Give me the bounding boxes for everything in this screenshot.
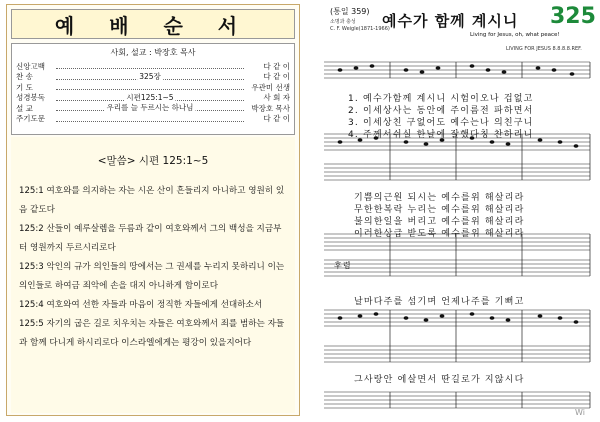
- order-row: [16, 72, 290, 83]
- hymn-header: [310, 4, 596, 56]
- verse: 125:2 산들이 예루살렘을 두름과 같이 여호와께서 그의 백성을 지금부터 영원까지 두르시리로다: [19, 224, 282, 253]
- order-row-middle: 325장: [139, 71, 161, 81]
- hymn-tune: LIVING FOR JESUS 8.8.8.8.REF.: [506, 46, 582, 52]
- order-row-value: 사 회 자: [263, 93, 290, 103]
- order-row-label: 성경봉독: [16, 93, 45, 103]
- dotted-leader: [56, 92, 244, 102]
- hymn-old-number: (통일 359): [330, 7, 370, 16]
- verse: 125:3 악인의 규가 의인들의 땅에서는 그 권세를 누리지 못하리니 이는 의인들로 하여금 죄악에 손을 대지 아니하게 함이로다: [19, 262, 285, 291]
- order-title-box: [11, 9, 295, 39]
- order-row-middle: 시편125:1~5: [126, 92, 174, 102]
- hymn-number: 325: [550, 4, 596, 29]
- order-row-value: 다 같 이: [263, 61, 290, 71]
- order-row-value: 우관미 선생: [251, 82, 290, 92]
- order-row-value: 박장호 목사: [251, 103, 290, 113]
- order-title: 예 배 순 서: [54, 13, 252, 38]
- stanza-line: 기쁨의근원 되시는 예수를위 해살리라: [354, 193, 525, 203]
- order-row-label: 신앙고백: [16, 61, 45, 71]
- order-row: [16, 103, 290, 114]
- hymn-title: 예수가 함께 계시니: [382, 12, 519, 30]
- order-row-label: 기 도: [16, 82, 33, 92]
- order-row-label: 찬 송: [16, 72, 33, 82]
- stanza-line: 1. 예수가함께 계시니 시험이오나 겁없고: [348, 94, 534, 104]
- order-list: [11, 43, 295, 135]
- hymn-category: 소명과 충성: [330, 19, 356, 25]
- stanza-line: 4. 주께서쉬실 한날에 잘했다칭 찬하리니: [348, 130, 534, 140]
- hymn-composer: C. F. Weigle(1871-1966): [330, 26, 390, 32]
- stanza-line: 2. 이세상사는 동안에 주이름전 파하면서: [348, 106, 534, 116]
- verse: 125:1 여호와를 의지하는 자는 시온 산이 흔들리지 아니하고 영원히 있음 같도다: [19, 186, 285, 215]
- stanza-line: 이러한상급 받도록 예수를위 해살리라: [354, 229, 525, 239]
- verse: 125:4 여호와여 선한 자들과 마음이 정직한 자들에게 선대하소서: [19, 300, 263, 310]
- verse: 125:5 자기의 굽은 길로 치우치는 자들은 여호와께서 죄를 범하는 자들과 함께 다니게 하시리로다 이스라엘에게는 평강이 있을지어다: [19, 319, 285, 348]
- dotted-leader: [56, 105, 244, 111]
- order-row-label: 주기도문: [16, 114, 45, 124]
- refrain-line: 날마다주를 섬기며 언제나주를 기뻐고: [354, 297, 525, 307]
- stanza-line: 무한한복락 누리는 예수를위 해살리라: [354, 205, 525, 215]
- stanza-line: 불의한일을 버리고 예수를위 해살리라: [354, 217, 525, 227]
- refrain-label: 후렴: [334, 261, 352, 270]
- refrain-line: 그사랑안 에살면서 딴길로가 지않시다: [354, 375, 525, 385]
- order-row-value: 다 같 이: [263, 72, 290, 82]
- dotted-leader: [56, 84, 244, 90]
- order-row-label: 설 교: [16, 103, 33, 113]
- dotted-leader: [56, 63, 244, 69]
- watermark-text: Wi: [575, 408, 585, 417]
- scripture-heading: <말씀> 시편 125:1~5: [97, 155, 209, 167]
- preacher-line: 사회, 설교 : 박장호 목사: [110, 48, 196, 57]
- stanza-line: 3. 이세상친 구없어도 예수는나 의친구니: [348, 118, 534, 128]
- worship-order-panel: [6, 4, 300, 416]
- order-row-middle: 우리를 늘 두르시는 하나님: [106, 103, 194, 113]
- order-row: [16, 114, 290, 125]
- dotted-leader: [56, 116, 244, 122]
- order-row-value: 다 같 이: [263, 114, 290, 124]
- dotted-leader: [56, 71, 244, 81]
- hymn-sheet: [310, 4, 596, 418]
- scripture-panel: [11, 137, 295, 413]
- hymn-english-title: Living for Jesus, oh, what peace!: [470, 32, 560, 38]
